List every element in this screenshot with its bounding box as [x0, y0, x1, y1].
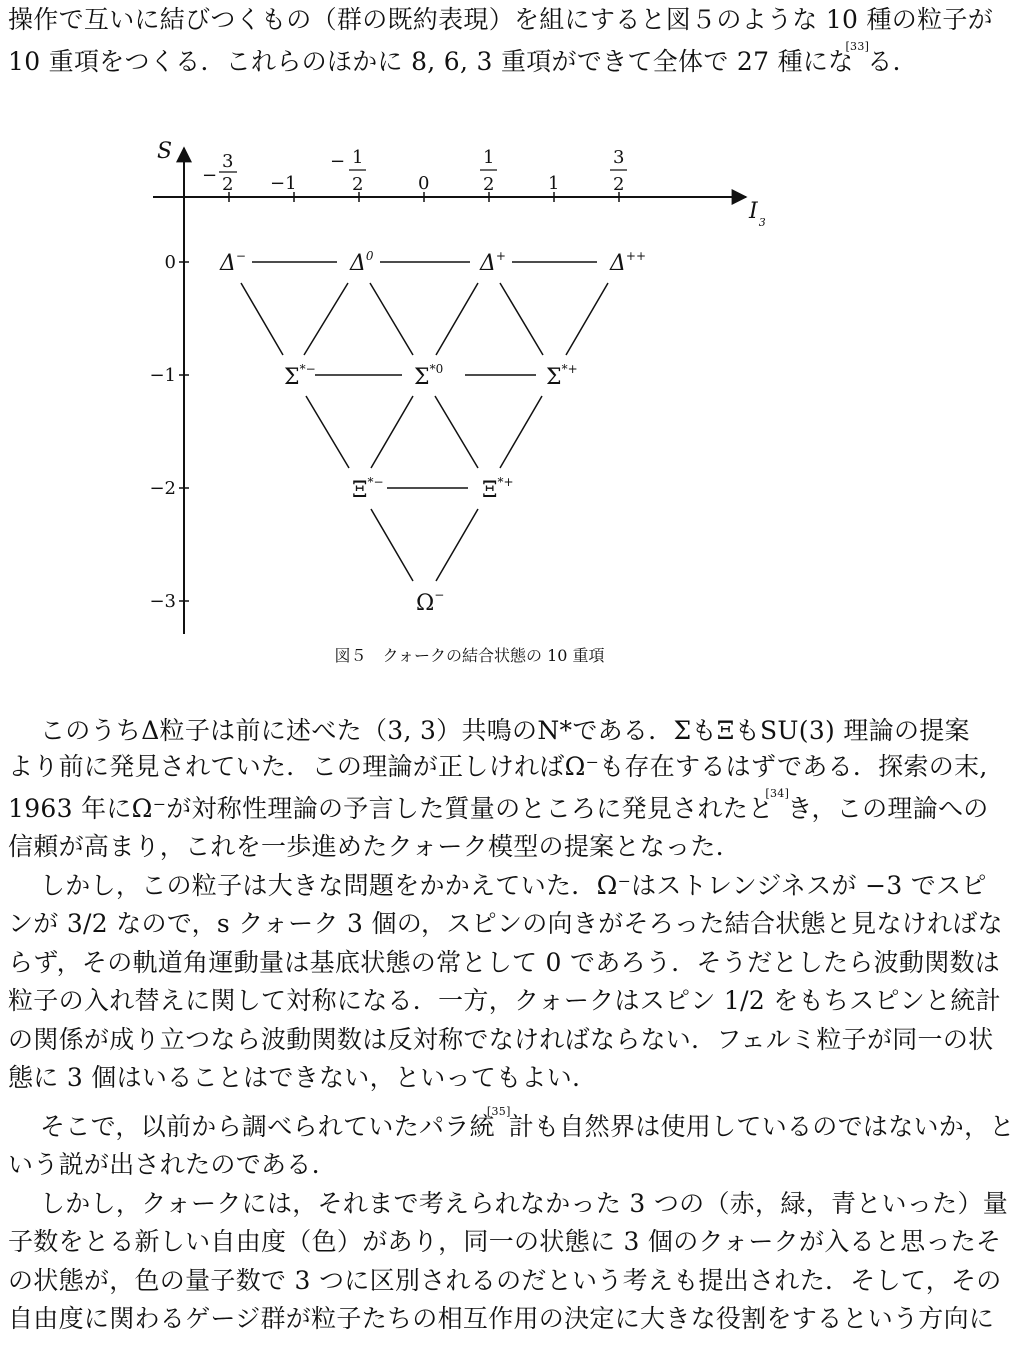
- y-axis-label: S: [157, 139, 173, 164]
- body-p3-line1-end: 計も自然界は使用しているのではないか，と: [508, 1112, 1015, 1141]
- particle-xi-minus: Ξ*−: [352, 475, 384, 503]
- svg-text:−: −: [330, 151, 346, 172]
- svg-text:1: 1: [483, 147, 495, 168]
- body-p2-line6: 態に 3 個はいることはできない，といってもよい.: [8, 1063, 581, 1092]
- intro-line-2-end: る.: [867, 47, 901, 76]
- decuplet-figure: [0, 0, 939, 640]
- particle-sigma-minus: Σ*−: [284, 362, 316, 390]
- intro-line-1: 操作で互いに結びつくもの（群の既約表現）を組にすると図５のような 10 種の粒子が: [8, 5, 994, 34]
- svg-text:2: 2: [483, 174, 495, 195]
- particle-delta-plusplus: Δ++: [610, 249, 646, 276]
- svg-text:2: 2: [222, 174, 234, 195]
- body-p2-line4: 粒子の入れ替えに関して対称になる．一方，クォークはスピン 1/2 をもちスピンと統計: [8, 986, 1001, 1015]
- particle-sigma-zero: $\Sigma^{*0}$: [414, 362, 444, 390]
- body-p2-line3: らず，その軌道角運動量は基底状態の常として 0 であろう．そうだとしたら波動関数は: [8, 948, 1001, 977]
- particle-sigma-plus: Σ*+: [546, 362, 578, 390]
- x-tick-label: 1: [548, 173, 560, 194]
- particle-delta-minus: Δ−: [220, 249, 246, 276]
- decuplet-connections: [241, 262, 608, 581]
- citation-34: [34]: [765, 787, 790, 800]
- body-p4-line2: 子数をとる新しい自由度（色）があり，同一の状態に 3 個のクォークが入ると思ったそ: [8, 1227, 1002, 1256]
- svg-text:1: 1: [352, 147, 364, 168]
- x-tick-label: −1: [270, 173, 297, 194]
- body-p3-line2: いう説が出されたのである.: [8, 1150, 320, 1179]
- svg-text:2: 2: [352, 174, 364, 195]
- intro-line-2-text: 10 重項をつくる．これらのほかに 8, 6, 3 重項ができて全体で 27 種にな: [8, 47, 854, 76]
- y-tick-label: −2: [149, 478, 176, 499]
- body-p1-line2: より前に発見されていた．この理論が正しければΩ⁻も存在するはずである．探索の末,: [8, 752, 988, 781]
- x-tick-label: 0: [418, 173, 430, 194]
- x-tick-label: [330, 147, 366, 195]
- body-p1-line3-end: き，この理論への: [787, 794, 989, 823]
- body-p1-line4: 信頼が高まり，これを一歩進めたクォーク模型の提案となった.: [8, 832, 724, 861]
- body-p3-line1-text: そこで，以前から調べられていたパラ統: [40, 1112, 495, 1141]
- citation-35: [35]: [486, 1105, 511, 1118]
- body-p1-line3-text: 1963 年にΩ⁻が対称性理論の予言した質量のところに発見されたと: [8, 794, 774, 823]
- svg-text:3: 3: [222, 151, 234, 172]
- x-axis-label: $I_3$: [749, 199, 766, 229]
- body-p4-line3: の状態が，色の量子数で 3 つに区別されるのだという考えも提出された．そして，その: [8, 1266, 1002, 1295]
- particle-delta-zero: $\Delta^0$: [350, 249, 374, 276]
- citation-33: [33]: [845, 40, 870, 53]
- body-p2-line5: の関係が成り立つなら波動関数は反対称でなければならない．フェルミ粒子が同一の状: [8, 1025, 994, 1054]
- body-p3-line1: [40, 1105, 1015, 1148]
- particle-delta-plus: Δ+: [480, 249, 506, 276]
- y-tick-label: −1: [149, 365, 176, 386]
- body-p4-line4: 自由度に関わるゲージ群が粒子たちの相互作用の決定に大きな役割をするという方向に: [8, 1304, 995, 1333]
- body-p1-line3: [8, 787, 989, 830]
- x-tick-label: [480, 147, 497, 195]
- svg-text:2: 2: [613, 174, 625, 195]
- particle-xi-zero: Ξ*+: [482, 475, 514, 503]
- y-tick-label: 0: [164, 252, 176, 273]
- x-tick-label: [202, 151, 237, 195]
- y-tick-label: −3: [149, 591, 176, 612]
- body-p4-line1: しかし，クォークには，それまで考えられなかった 3 つの（赤，緑，青といった）量: [40, 1189, 1009, 1218]
- figure-caption: 図５ クォークの結合状態の 10 重項: [334, 646, 605, 665]
- particle-omega-minus: Ω−: [416, 588, 445, 616]
- svg-text:3: 3: [613, 147, 625, 168]
- body-p2-line2: ンが 3/2 なので，s クォーク 3 個の，スピンの向きがそろった結合状態と見なければな: [8, 909, 1003, 938]
- x-tick-label: [610, 147, 627, 195]
- body-p1-line1: このうちΔ粒子は前に述べた（3, 3）共鳴のN*である．ΣもΞもSU(3) 理論の提案: [40, 716, 970, 745]
- body-p2-line1: しかし，この粒子は大きな問題をかかえていた．Ω⁻はストレンジネスが −3 でスピ: [40, 871, 987, 900]
- svg-text:−: −: [202, 165, 218, 186]
